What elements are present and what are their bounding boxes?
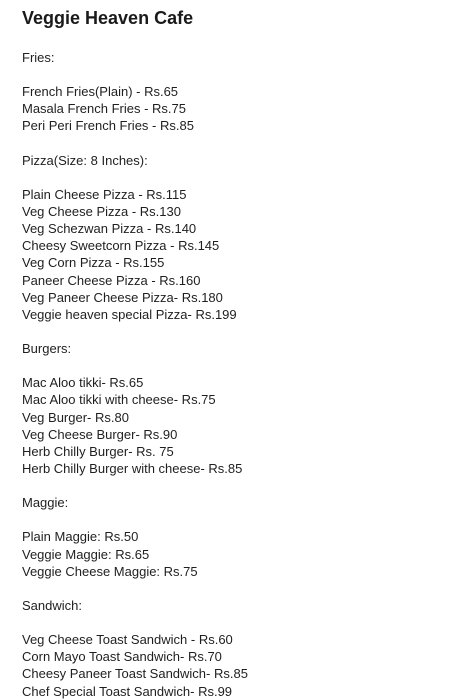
menu-item: Paneer Cheese Pizza - Rs.160 <box>22 272 201 288</box>
menu-item: Peri Peri French Fries - Rs.85 <box>22 118 194 134</box>
menu-item: Corn Mayo Toast Sandwich- Rs.70 <box>22 649 222 665</box>
menu-item: Veggie Maggie: Rs.65 <box>22 546 150 562</box>
section-heading-sandwich: Sandwich: <box>22 598 82 614</box>
menu-item: Cheesy Sweetcorn Pizza - Rs.145 <box>22 238 220 254</box>
section-heading-fries: Fries: <box>22 50 55 65</box>
menu-item: Herb Chilly Burger- Rs. 75 <box>22 444 174 460</box>
menu-item: Veg Corn Pizza - Rs.155 <box>22 255 165 271</box>
section-heading-pizza: Pizza(Size: 8 Inches): <box>22 152 148 168</box>
menu-item: Veg Cheese Toast Sandwich - Rs.60 <box>22 632 233 648</box>
menu-item: Veg Cheese Burger- Rs.90 <box>22 426 178 442</box>
menu-list-sandwich <box>22 631 456 700</box>
menu-item: Herb Chilly Burger with cheese- Rs.85 <box>22 461 243 477</box>
menu-item: Chef Special Toast Sandwich- Rs.99 <box>22 683 233 699</box>
section-heading-burgers: Burgers: <box>22 341 72 357</box>
menu-list-fries <box>22 83 456 135</box>
menu-item: Masala French Fries - Rs.75 <box>22 101 186 117</box>
section-heading-maggie: Maggie: <box>22 495 69 511</box>
menu-list-pizza <box>22 186 456 324</box>
menu-item: French Fries(Plain) - Rs.65 <box>22 84 179 99</box>
menu-item: Veg Cheese Pizza - Rs.130 <box>22 203 181 219</box>
menu-item: Mac Aloo tikki- Rs.65 <box>22 375 144 391</box>
menu-item: Plain Cheese Pizza - Rs.115 <box>22 186 187 202</box>
menu-item: Plain Maggie: Rs.50 <box>22 529 139 545</box>
menu-list-maggie <box>22 528 456 580</box>
menu-item: Veg Burger- Rs.80 <box>22 409 129 425</box>
menu-list-burgers <box>22 374 456 477</box>
menu-item: Cheesy Paneer Toast Sandwich- Rs.85 <box>22 666 248 682</box>
menu-item: Veg Schezwan Pizza - Rs.140 <box>22 221 197 237</box>
section-fries <box>22 49 456 135</box>
menu-item: Veggie heaven special Pizza- Rs.199 <box>22 307 237 323</box>
menu-item: Mac Aloo tikki with cheese- Rs.75 <box>22 392 216 408</box>
menu-item: Veg Paneer Cheese Pizza- Rs.180 <box>22 289 223 305</box>
menu-title: Veggie Heaven Cafe <box>22 8 194 28</box>
section-sandwich <box>22 597 456 700</box>
menu-item: Veggie Cheese Maggie: Rs.75 <box>22 563 198 579</box>
section-burgers <box>22 340 456 477</box>
section-maggie <box>22 494 456 580</box>
section-pizza <box>22 152 456 324</box>
